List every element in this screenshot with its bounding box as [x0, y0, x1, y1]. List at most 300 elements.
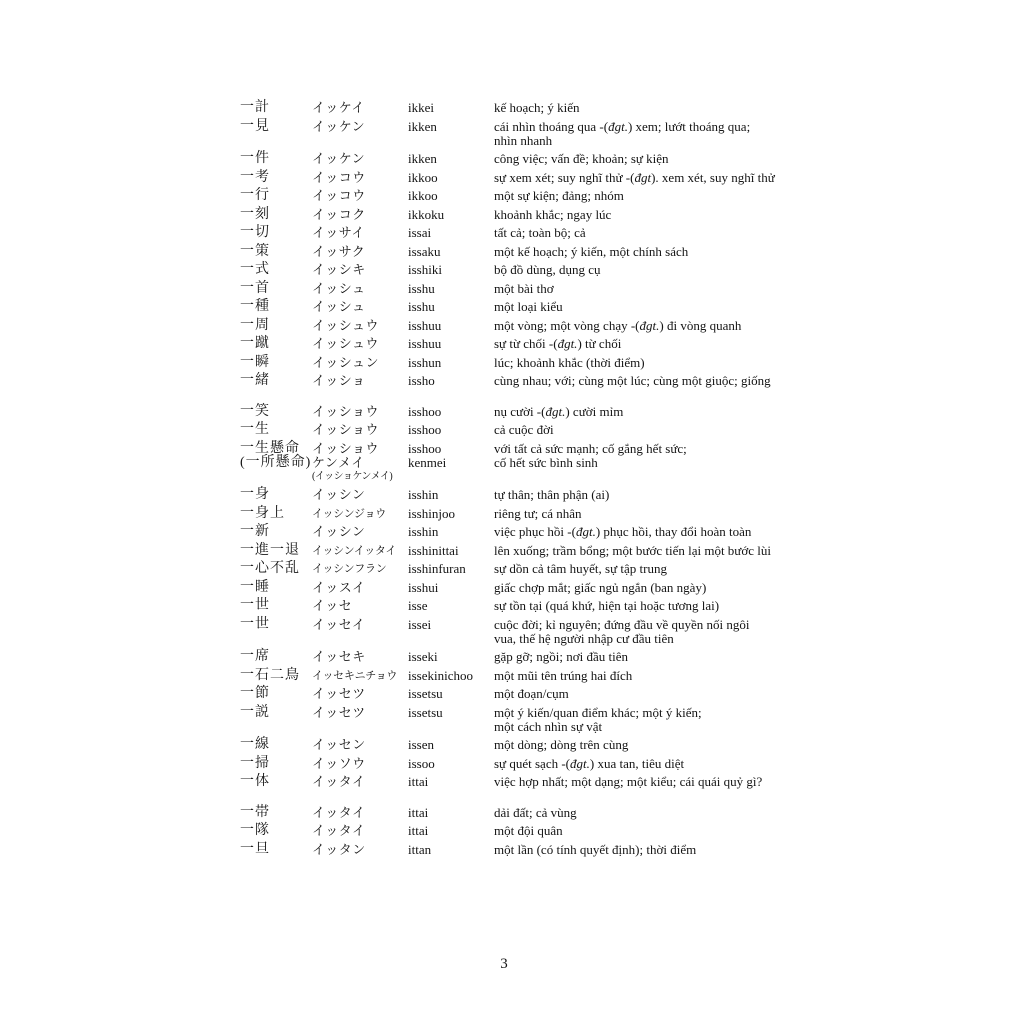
meaning-vietnamese	[494, 544, 834, 558]
meaning-vietnamese-line: cuộc đời; kỉ nguyên; đứng đầu về quyền nối ngôi	[494, 616, 750, 632]
headword-kanji-line: 一世	[240, 616, 270, 632]
reading-katakana-line: イッタイ	[312, 804, 366, 820]
headword-kanji	[240, 337, 312, 351]
meaning-vietnamese-line: lên xuống; trầm bổng; một bước tiến lại một bước lùi	[494, 542, 771, 558]
meaning-vietnamese-line: tất cả; toàn bộ; cả	[494, 225, 586, 240]
dictionary-entry	[240, 208, 840, 227]
headword-kanji-line: 一睡	[240, 579, 270, 595]
reading-katakana-line: イッタイ	[312, 823, 366, 838]
meaning-vietnamese	[494, 757, 834, 771]
dictionary-entry	[240, 442, 840, 489]
reading-romaji	[408, 263, 494, 277]
headword-kanji	[240, 245, 312, 259]
reading-romaji-line: issei	[408, 616, 432, 632]
reading-katakana	[312, 226, 408, 240]
headword-kanji	[240, 806, 312, 820]
reading-romaji-line: isshiki	[408, 262, 442, 277]
reading-romaji-line: issai	[408, 225, 432, 240]
dictionary-entry	[240, 650, 840, 669]
meaning-vietnamese-line: việc hợp nhất; một dạng; một kiểu; cái quái quỷ gì?	[494, 774, 763, 789]
meaning-vietnamese	[494, 405, 834, 419]
meaning-vietnamese-line: giấc chợp mắt; giấc ngủ ngắn (ban ngày)	[494, 579, 707, 595]
meaning-vietnamese-line: tự thân; thân phận (ai)	[494, 487, 610, 502]
headword-kanji-line: 一進一退	[240, 542, 300, 558]
reading-katakana-line: イッシン	[312, 524, 366, 539]
reading-romaji	[408, 282, 494, 296]
reading-katakana-line: イッショウ	[312, 440, 379, 456]
reading-katakana	[312, 208, 408, 222]
meaning-vietnamese	[494, 525, 834, 539]
reading-romaji-line: isshin	[408, 524, 439, 539]
reading-katakana-line: イッケイ	[312, 100, 365, 115]
headword-kanji-line: 一種	[240, 299, 270, 314]
dictionary-entry	[240, 544, 840, 563]
reading-katakana	[312, 120, 408, 148]
meaning-vietnamese	[494, 300, 834, 314]
headword-kanji-line: 一身	[240, 487, 270, 502]
reading-katakana-line: ケンメイ	[312, 454, 365, 470]
headword-kanji	[240, 101, 312, 115]
headword-kanji	[240, 757, 312, 771]
headword-kanji-line: 一体	[240, 774, 270, 789]
headword-kanji	[240, 152, 312, 166]
dictionary-entry	[240, 599, 840, 618]
entry-group	[240, 806, 840, 862]
meaning-vietnamese-line: gặp gỡ; ngồi; nơi đầu tiên	[494, 649, 628, 664]
meaning-vietnamese	[494, 581, 834, 595]
headword-kanji-line: 一旦	[240, 841, 270, 857]
headword-kanji	[240, 650, 312, 664]
meaning-vietnamese-line: cái nhìn thoáng qua -(đgt.) xem; lướt thoáng qua;	[494, 118, 751, 134]
reading-katakana	[312, 824, 408, 838]
headword-kanji	[240, 581, 312, 595]
meaning-vietnamese	[494, 152, 834, 166]
reading-katakana	[312, 687, 408, 701]
headword-kanji-line: 一生	[240, 422, 270, 437]
reading-romaji	[408, 525, 494, 539]
reading-romaji-line: ikken	[408, 151, 437, 166]
reading-katakana	[312, 544, 408, 558]
meaning-vietnamese-line: sự tồn tại (quá khứ, hiện tại hoặc tương lai)	[494, 598, 720, 613]
headword-kanji	[240, 356, 312, 370]
dictionary-entry	[240, 738, 840, 757]
dictionary-entry	[240, 319, 840, 338]
dictionary-entry	[240, 263, 840, 282]
reading-romaji	[408, 120, 494, 148]
reading-romaji-line: issho	[408, 373, 435, 388]
dictionary-entry	[240, 189, 840, 208]
headword-kanji-line: 一行	[240, 188, 270, 203]
headword-kanji-line: 一身上	[240, 505, 285, 521]
reading-katakana	[312, 488, 408, 502]
reading-romaji-line: isshinittai	[408, 542, 459, 558]
reading-katakana-line: イッシュウ	[312, 336, 379, 351]
headword-kanji-line: 一生懸命	[240, 440, 300, 456]
dictionary-entry	[240, 581, 840, 600]
headword-kanji-line: 一掃	[240, 755, 270, 771]
reading-romaji	[408, 581, 494, 595]
reading-katakana	[312, 738, 408, 752]
headword-kanji-line: 一件	[240, 151, 270, 166]
reading-katakana	[312, 599, 408, 613]
reading-romaji-line: issekinichoo	[408, 667, 473, 683]
reading-katakana-line: イッシンジョウ	[312, 507, 386, 520]
reading-romaji	[408, 423, 494, 437]
meaning-vietnamese	[494, 650, 834, 664]
reading-katakana-line: イッコウ	[312, 169, 366, 185]
reading-romaji-line: isshuu	[408, 336, 442, 351]
reading-katakana	[312, 706, 408, 734]
headword-kanji-line: 一蹴	[240, 336, 270, 351]
meaning-vietnamese-line: công việc; vấn đề; khoản; sự kiện	[494, 151, 669, 166]
meaning-vietnamese-line: một ý kiến/quan điểm khác; một ý kiến;	[494, 704, 702, 720]
headword-kanji-line: 一策	[240, 243, 270, 259]
headword-kanji	[240, 442, 312, 484]
meaning-vietnamese-line: cùng nhau; với; cùng một lúc; cùng một giuộc; giống	[494, 373, 771, 388]
meaning-vietnamese-line: một mũi tên trúng hai đích	[494, 667, 633, 683]
reading-romaji	[408, 374, 494, 388]
headword-kanji	[240, 706, 312, 734]
reading-katakana	[312, 245, 408, 259]
headword-kanji	[240, 687, 312, 701]
reading-romaji-line: isshinfuran	[408, 561, 466, 576]
dictionary-entry	[240, 618, 840, 651]
dictionary-entry	[240, 300, 840, 319]
headword-kanji	[240, 488, 312, 502]
reading-katakana-line: イッセ	[312, 598, 353, 613]
reading-romaji-line: issoo	[408, 755, 435, 771]
reading-romaji-line: issetsu	[408, 704, 443, 720]
dictionary-entry	[240, 562, 840, 581]
headword-kanji	[240, 423, 312, 437]
dictionary-entry	[240, 101, 840, 120]
reading-katakana-line: イッコク	[312, 206, 366, 222]
reading-romaji-line: ittan	[408, 841, 432, 857]
reading-katakana-line: イッケン	[312, 151, 366, 166]
meaning-vietnamese	[494, 282, 834, 296]
reading-katakana-line: イッセイ	[312, 616, 366, 632]
reading-romaji	[408, 300, 494, 314]
meaning-vietnamese	[494, 843, 834, 857]
dictionary-entry	[240, 282, 840, 301]
reading-romaji-line: isse	[408, 598, 428, 613]
meaning-vietnamese-line: việc phục hồi -(đgt.) phục hồi, thay đổi hoàn toàn	[494, 524, 752, 539]
headword-kanji-line: (一所懸命)	[240, 454, 312, 470]
reading-katakana-line: イッタン	[312, 841, 366, 857]
reading-romaji	[408, 824, 494, 838]
reading-katakana-line: イッシュ	[312, 299, 366, 314]
reading-katakana	[312, 282, 408, 296]
reading-katakana-line: イッセツ	[312, 704, 366, 720]
meaning-vietnamese-line: một sự kiện; đảng; nhóm	[494, 188, 624, 203]
dictionary-entry	[240, 171, 840, 190]
dictionary-entry	[240, 843, 840, 862]
page-number: 3	[500, 956, 508, 972]
meaning-vietnamese-line: một cách nhìn sự vật	[494, 718, 603, 734]
reading-romaji	[408, 189, 494, 203]
reading-katakana-line: (イッショケンメイ)	[312, 470, 393, 482]
reading-romaji	[408, 687, 494, 701]
headword-kanji-line: 一心不乱	[240, 561, 300, 576]
meaning-vietnamese	[494, 245, 834, 259]
reading-romaji-line: isshui	[408, 579, 439, 595]
reading-romaji-line: ittai	[408, 804, 429, 820]
dictionary-entry	[240, 337, 840, 356]
headword-kanji-line: 一刻	[240, 206, 270, 222]
headword-kanji	[240, 120, 312, 148]
meaning-vietnamese-line: một đội quân	[494, 823, 563, 838]
headword-kanji-line: 一瞬	[240, 354, 270, 370]
meaning-vietnamese	[494, 337, 834, 351]
reading-romaji	[408, 669, 494, 683]
meaning-vietnamese-line: một bài thơ	[494, 280, 554, 296]
reading-romaji-line: issetsu	[408, 686, 443, 701]
reading-katakana-line: イッセキニチョウ	[312, 669, 398, 682]
headword-kanji-line: 一見	[240, 118, 270, 134]
meaning-vietnamese-line: riêng tư; cá nhân	[494, 505, 582, 521]
reading-romaji	[408, 706, 494, 734]
dictionary-entry	[240, 356, 840, 375]
reading-katakana-line: イッシンフラン	[312, 563, 387, 575]
dictionary-entry	[240, 824, 840, 843]
reading-katakana-line: イッセキ	[312, 649, 366, 664]
reading-romaji	[408, 337, 494, 351]
headword-kanji	[240, 669, 312, 683]
meaning-vietnamese-line: sự xem xét; suy nghĩ thử -(đgt). xem xét, suy nghĩ thử	[494, 169, 775, 185]
headword-kanji-line: 一考	[240, 169, 270, 185]
headword-kanji	[240, 824, 312, 838]
headword-kanji-line: 一席	[240, 649, 270, 664]
reading-katakana-line: イッソウ	[312, 755, 366, 771]
reading-katakana	[312, 669, 408, 683]
dictionary-entry	[240, 687, 840, 706]
meaning-vietnamese	[494, 488, 834, 502]
meaning-vietnamese	[494, 319, 834, 333]
headword-kanji-line: 一笑	[240, 403, 270, 419]
headword-kanji-line: 一緒	[240, 373, 270, 388]
headword-kanji-line: 一石二鳥	[240, 667, 300, 683]
meaning-vietnamese-line: với tất cả sức mạnh; cố gắng hết sức;	[494, 440, 687, 456]
reading-romaji	[408, 562, 494, 576]
reading-romaji	[408, 544, 494, 558]
reading-katakana-line: イッサク	[312, 243, 366, 259]
reading-romaji	[408, 806, 494, 820]
reading-romaji	[408, 650, 494, 664]
headword-kanji	[240, 319, 312, 333]
headword-kanji	[240, 405, 312, 419]
reading-romaji	[408, 618, 494, 646]
meaning-vietnamese-line: một dòng; dòng trên cùng	[494, 737, 629, 752]
meaning-vietnamese	[494, 442, 834, 484]
reading-romaji-line: ikken	[408, 118, 437, 134]
headword-kanji	[240, 843, 312, 857]
headword-kanji-line: 一切	[240, 225, 270, 240]
meaning-vietnamese-line: lúc; khoảnh khắc (thời điểm)	[494, 354, 645, 370]
meaning-vietnamese	[494, 189, 834, 203]
reading-katakana	[312, 618, 408, 646]
reading-romaji-line: issaku	[408, 243, 441, 259]
reading-katakana	[312, 189, 408, 203]
meaning-vietnamese	[494, 263, 834, 277]
meaning-vietnamese	[494, 120, 834, 148]
entry-list	[240, 101, 840, 861]
headword-kanji	[240, 507, 312, 521]
reading-katakana	[312, 806, 408, 820]
reading-katakana	[312, 775, 408, 789]
dictionary-entry	[240, 245, 840, 264]
headword-kanji	[240, 208, 312, 222]
dictionary-entry	[240, 120, 840, 153]
meaning-vietnamese	[494, 806, 834, 820]
reading-katakana-line: イッシン	[312, 487, 366, 502]
meaning-vietnamese-line: bộ đồ dùng, dụng cụ	[494, 262, 601, 277]
dictionary-entry	[240, 525, 840, 544]
reading-katakana-line: イッシュウ	[312, 317, 379, 333]
headword-kanji	[240, 171, 312, 185]
reading-romaji	[408, 738, 494, 752]
reading-katakana-line: イッセン	[312, 737, 366, 752]
meaning-vietnamese-line: một đoạn/cụm	[494, 686, 569, 701]
reading-katakana	[312, 405, 408, 419]
reading-romaji-line: ittai	[408, 823, 429, 838]
reading-romaji-line: ikkoo	[408, 169, 438, 185]
meaning-vietnamese-line: nhìn nhanh	[494, 132, 553, 148]
dictionary-entry	[240, 226, 840, 245]
reading-katakana-line: イッショウ	[312, 422, 379, 437]
reading-romaji-line: isshoo	[408, 440, 442, 456]
headword-kanji	[240, 618, 312, 646]
meaning-vietnamese	[494, 706, 834, 734]
dictionary-entry	[240, 152, 840, 171]
headword-kanji-line: 一節	[240, 686, 270, 701]
reading-romaji-line: isshu	[408, 280, 435, 296]
meaning-vietnamese	[494, 687, 834, 701]
reading-katakana-line: イッショウ	[312, 403, 379, 419]
meaning-vietnamese-line: sự quét sạch -(đgt.) xua tan, tiêu diệt	[494, 755, 685, 771]
reading-romaji	[408, 488, 494, 502]
reading-katakana-line: イッセツ	[312, 686, 366, 701]
headword-kanji	[240, 525, 312, 539]
meaning-vietnamese	[494, 507, 834, 521]
reading-romaji	[408, 245, 494, 259]
reading-katakana	[312, 337, 408, 351]
reading-romaji	[408, 405, 494, 419]
meaning-vietnamese	[494, 824, 834, 838]
reading-katakana-line: イッシンイッタイ	[312, 544, 397, 557]
reading-katakana-line: イッシキ	[312, 262, 366, 277]
meaning-vietnamese-line: cố hết sức bình sinh	[494, 454, 598, 470]
headword-kanji-line: 一帯	[240, 804, 270, 820]
meaning-vietnamese-line: dải đất; cả vùng	[494, 804, 577, 820]
reading-romaji-line: isshoo	[408, 422, 442, 437]
meaning-vietnamese-line: vua, thế hệ người nhập cư đầu tiên	[494, 630, 674, 646]
dictionary-entry	[240, 507, 840, 526]
headword-kanji	[240, 263, 312, 277]
meaning-vietnamese-line: sự từ chối -(đgt.) từ chối	[494, 336, 622, 351]
dictionary-entry	[240, 423, 840, 442]
reading-romaji	[408, 226, 494, 240]
reading-romaji-line: isshu	[408, 299, 435, 314]
reading-katakana	[312, 152, 408, 166]
reading-romaji	[408, 843, 494, 857]
reading-katakana	[312, 319, 408, 333]
reading-romaji	[408, 599, 494, 613]
dictionary-entry	[240, 706, 840, 739]
reading-romaji	[408, 152, 494, 166]
reading-katakana-line: イッコウ	[312, 188, 366, 203]
dictionary-entry	[240, 775, 840, 794]
meaning-vietnamese-line: kế hoạch; ý kiến	[494, 100, 580, 115]
reading-romaji-line: isshin	[408, 487, 439, 502]
reading-katakana	[312, 374, 408, 388]
reading-romaji	[408, 442, 494, 484]
reading-romaji	[408, 356, 494, 370]
headword-kanji	[240, 775, 312, 789]
reading-romaji	[408, 208, 494, 222]
reading-romaji-line: ikkoo	[408, 188, 438, 203]
reading-katakana	[312, 171, 408, 185]
meaning-vietnamese-line: một kế hoạch; ý kiến, một chính sách	[494, 243, 689, 259]
reading-romaji-line: isshuu	[408, 317, 442, 333]
reading-romaji-line: issen	[408, 737, 434, 752]
reading-katakana-line: イッサイ	[312, 225, 365, 240]
reading-romaji	[408, 757, 494, 771]
meaning-vietnamese	[494, 374, 834, 388]
meaning-vietnamese	[494, 208, 834, 222]
reading-katakana-line: イッシュ	[312, 280, 366, 296]
headword-kanji-line: 一式	[240, 262, 270, 277]
headword-kanji	[240, 738, 312, 752]
dictionary-entry	[240, 374, 840, 393]
meaning-vietnamese	[494, 599, 834, 613]
reading-katakana	[312, 525, 408, 539]
meaning-vietnamese-line: khoảnh khắc; ngay lúc	[494, 206, 612, 222]
dictionary-entry	[240, 806, 840, 825]
reading-katakana-line: イッタイ	[312, 774, 366, 789]
meaning-vietnamese-line: sự dồn cả tâm huyết, sự tập trung	[494, 561, 667, 576]
reading-romaji-line: isshoo	[408, 403, 442, 419]
meaning-vietnamese	[494, 356, 834, 370]
reading-romaji	[408, 775, 494, 789]
headword-kanji-line: 一説	[240, 704, 270, 720]
reading-romaji-line: ikkei	[408, 100, 434, 115]
reading-romaji-line: ikkoku	[408, 206, 445, 222]
reading-romaji-line: isshun	[408, 354, 442, 370]
reading-katakana-line: イッショ	[312, 373, 366, 388]
headword-kanji	[240, 599, 312, 613]
dictionary-entry	[240, 405, 840, 424]
reading-romaji	[408, 101, 494, 115]
headword-kanji	[240, 300, 312, 314]
reading-katakana	[312, 423, 408, 437]
meaning-vietnamese	[494, 562, 834, 576]
reading-katakana	[312, 263, 408, 277]
reading-katakana-line: イッシュン	[312, 354, 379, 370]
headword-kanji	[240, 374, 312, 388]
reading-katakana	[312, 757, 408, 771]
meaning-vietnamese-line: một loại kiểu	[494, 299, 563, 314]
reading-katakana	[312, 507, 408, 521]
headword-kanji	[240, 282, 312, 296]
reading-katakana	[312, 581, 408, 595]
headword-kanji	[240, 562, 312, 576]
headword-kanji	[240, 226, 312, 240]
meaning-vietnamese-line: một lần (có tính quyết định); thời điểm	[494, 841, 697, 857]
headword-kanji-line: 一首	[240, 280, 270, 296]
meaning-vietnamese	[494, 775, 834, 789]
headword-kanji-line: 一線	[240, 737, 270, 752]
meaning-vietnamese	[494, 226, 834, 240]
